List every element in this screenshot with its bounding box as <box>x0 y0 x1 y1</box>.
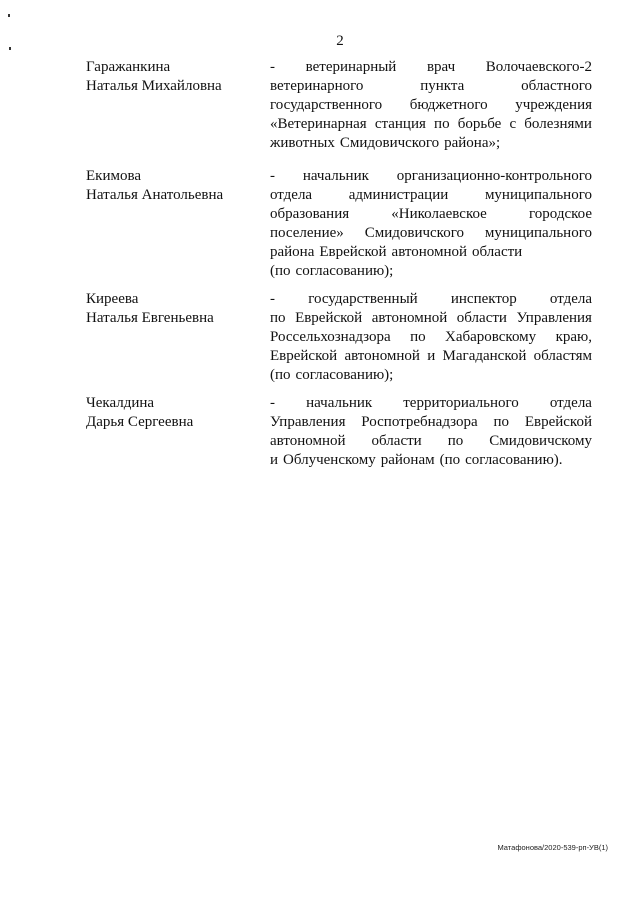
description-word: согласованию); <box>295 263 394 279</box>
entry-1 <box>0 58 640 158</box>
description-word: Волочаевского-2 <box>485 59 592 75</box>
description-word: автономной <box>270 433 346 449</box>
description-line <box>270 115 592 134</box>
description-word: автономной <box>344 348 420 364</box>
description-word: Еврейской <box>524 414 592 430</box>
description-word: организационно-контрольного <box>396 168 592 184</box>
description-line <box>270 186 592 205</box>
surname: Киреева <box>86 291 139 307</box>
description-word: поселение» <box>270 225 344 241</box>
description-word: ветеринарный <box>305 59 397 75</box>
description-word: Смидовичского <box>339 135 440 151</box>
description-word: пункта <box>420 78 465 94</box>
description-word: городское <box>528 206 592 222</box>
description-line <box>270 262 592 281</box>
description-line <box>270 328 592 347</box>
description-line <box>270 96 592 115</box>
description-word: области <box>456 310 507 326</box>
entry-2 <box>0 167 640 279</box>
description-word: инспектор <box>450 291 517 307</box>
person-name <box>86 394 256 432</box>
description-word: района <box>270 244 315 260</box>
description-line <box>270 243 592 262</box>
scan-mark <box>8 14 10 17</box>
description-line <box>270 167 592 186</box>
description-word: образования <box>270 206 350 222</box>
document-reference-code: Матафонова/2020-539-рп-УВ(1) <box>497 843 608 852</box>
description-word: Облученскому <box>283 452 376 468</box>
description-word: Роспотребнадзора <box>361 414 478 430</box>
description-line <box>270 77 592 96</box>
description-word: - <box>270 395 275 411</box>
surname: Гаражанкина <box>86 59 171 75</box>
description-word: областного <box>521 78 592 94</box>
description-word: области <box>371 433 422 449</box>
description-word: Управления <box>270 414 346 430</box>
description-line <box>270 205 592 224</box>
description-word: Управления <box>516 310 592 326</box>
description-word: Еврейской <box>270 348 338 364</box>
given-names: Наталья Анатольевна <box>86 187 224 203</box>
description-word: государственного <box>270 97 383 113</box>
description-word: и <box>427 348 436 364</box>
description-word: областям <box>533 348 592 364</box>
description-word: по <box>434 116 450 132</box>
description-word: - <box>270 168 275 184</box>
description-word: автономной <box>371 310 448 326</box>
description-word: и <box>270 452 279 468</box>
description-word: (по <box>439 452 461 468</box>
description-word: отдела <box>549 291 592 307</box>
description-line <box>270 347 592 366</box>
description-line <box>270 290 592 309</box>
description-word: начальник <box>302 168 369 184</box>
description-word: «Ветеринарная <box>270 116 367 132</box>
description-word: - <box>270 291 275 307</box>
description-word: района»; <box>444 135 501 151</box>
description-word: области <box>472 244 523 260</box>
description-word: Россельхознадзора <box>270 329 391 345</box>
description-word: врач <box>426 59 456 75</box>
description-word: Смидовичскому <box>489 433 592 449</box>
description-word: (по <box>270 263 291 279</box>
description-word: Смидовичского <box>364 225 464 241</box>
description-word: станция <box>374 116 426 132</box>
description-word: Еврейской <box>295 310 363 326</box>
position-description <box>270 394 592 470</box>
description-word: Еврейской <box>319 244 387 260</box>
person-name <box>86 58 256 96</box>
description-word: Магаданской <box>442 348 527 364</box>
description-word: согласованию). <box>465 452 563 468</box>
description-word: администрации <box>348 187 449 203</box>
description-word: бюджетного <box>409 97 488 113</box>
surname: Екимова <box>86 168 142 184</box>
given-names: Дарья Сергеевна <box>86 414 194 430</box>
description-word: краю, <box>555 329 592 345</box>
description-word: отдела <box>549 395 592 411</box>
description-line <box>270 394 592 413</box>
description-word: по <box>447 433 464 449</box>
description-word: территориального <box>403 395 519 411</box>
description-word: автономной <box>391 244 468 260</box>
description-word: с <box>509 116 517 132</box>
person-name <box>86 167 256 205</box>
description-word: по <box>270 310 286 326</box>
description-word: «Николаевское <box>391 206 487 222</box>
description-line <box>270 413 592 432</box>
description-line <box>270 224 592 243</box>
given-names: Наталья Михайловна <box>86 78 222 94</box>
description-line <box>270 432 592 451</box>
position-description <box>270 58 592 153</box>
description-line <box>270 366 592 385</box>
page-number: 2 <box>336 33 344 49</box>
surname: Чекалдина <box>86 395 155 411</box>
description-word: борьбе <box>457 116 502 132</box>
description-word: государственный <box>308 291 418 307</box>
description-word: районам <box>380 452 435 468</box>
description-word: по <box>410 329 426 345</box>
description-word: согласованию); <box>295 367 394 383</box>
description-word: - <box>270 59 275 75</box>
description-line <box>270 309 592 328</box>
position-description <box>270 290 592 385</box>
description-word: муниципального <box>484 225 592 241</box>
description-line <box>270 451 592 470</box>
description-line <box>270 58 592 77</box>
description-word: отдела <box>270 187 313 203</box>
entry-3 <box>0 290 640 390</box>
given-names: Наталья Евгеньевна <box>86 310 214 326</box>
description-word: муниципального <box>484 187 592 203</box>
description-word: (по <box>270 367 291 383</box>
description-word: учреждения <box>515 97 592 113</box>
entry-4 <box>0 394 640 494</box>
person-name <box>86 290 256 328</box>
description-word: по <box>493 414 510 430</box>
description-word: болезнями <box>524 116 592 132</box>
description-word: Хабаровскому <box>445 329 537 345</box>
description-line <box>270 134 592 153</box>
description-word: ветеринарного <box>270 78 364 94</box>
position-description <box>270 167 592 281</box>
description-word: начальник <box>306 395 373 411</box>
description-word: животных <box>270 135 335 151</box>
